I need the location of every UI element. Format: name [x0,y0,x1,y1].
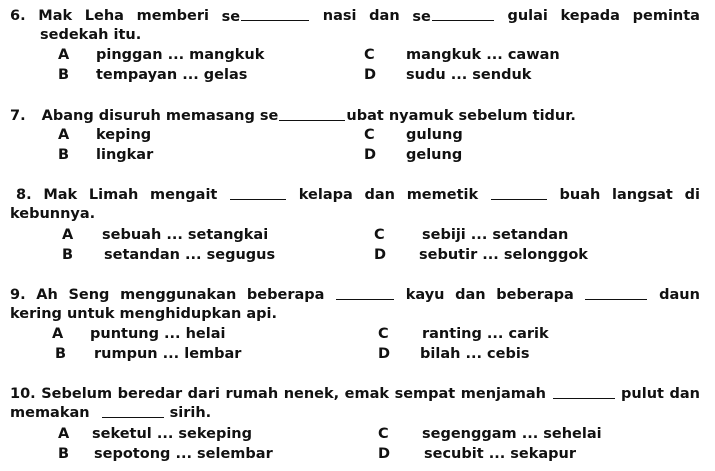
option-b[interactable]: B tempayan ... gelas [58,67,248,83]
option-a[interactable]: A sebuah ... setangkai [62,227,269,243]
answer-blank [279,106,345,121]
option-a[interactable]: A pinggan ... mangkuk [58,47,265,63]
option-d[interactable]: D sebutir ... selonggok [374,247,588,263]
question-7-line-1: 7. Abang disuruh memasang se ubat nyamuk sebelum tidur. [10,108,576,124]
question-number: 8. [16,187,32,203]
answer-blank [230,185,286,200]
answer-blank [553,384,615,399]
question-number: 9. [10,287,26,303]
option-a[interactable]: A keping [58,127,152,143]
option-c[interactable]: C segenggam ... sehelai [378,426,602,442]
question-number: 10. [10,386,36,402]
question-10-line-1: 10. Sebelum beredar dari rumah nenek, emak sempat menjamah pulut dan [10,386,700,402]
answer-blank [585,285,647,300]
answer-blank [241,6,309,21]
question-8-line-1: 8. Mak Limah mengait kelapa dan memetik buah langsat di [16,187,700,203]
option-d[interactable]: D bilah ... cebis [378,346,530,362]
question-9-line-1: 9. Ah Seng menggunakan beberapa kayu dan beberapa daun [10,287,700,303]
answer-blank [432,6,494,21]
option-b[interactable]: B sepotong ... selembar [58,446,273,462]
question-10-line-2: memakan sirih. [10,405,212,421]
option-a[interactable]: A puntung ... helai [52,326,226,342]
option-c[interactable]: C mangkuk ... cawan [364,47,560,63]
question-6-line-1: 6. Mak Leha memberi se nasi dan se gulai kepada peminta [10,8,700,25]
option-d[interactable]: D sudu ... senduk [364,67,532,83]
option-d[interactable]: D gelung [364,147,463,163]
option-b[interactable]: B rumpun ... lembar [55,346,242,362]
option-c[interactable]: C gulung [364,127,463,143]
option-d[interactable]: D secubit ... sekapur [378,446,577,462]
option-b[interactable]: B setandan ... segugus [62,247,276,263]
option-c[interactable]: C sebiji ... setandan [374,227,569,243]
option-b[interactable]: B lingkar [58,147,154,163]
question-6-line-2: sedekah itu. [40,27,142,43]
question-8-line-2: kebunnya. [10,206,96,222]
answer-blank [102,403,164,418]
option-c[interactable]: C ranting ... carik [378,326,549,342]
answer-blank [336,285,394,300]
answer-blank [491,185,547,200]
question-9-line-2: kering untuk menghidupkan api. [10,306,278,322]
option-a[interactable]: A seketul ... sekeping [58,426,253,442]
question-number: 6. [10,8,26,24]
question-number: 7. [10,108,26,124]
